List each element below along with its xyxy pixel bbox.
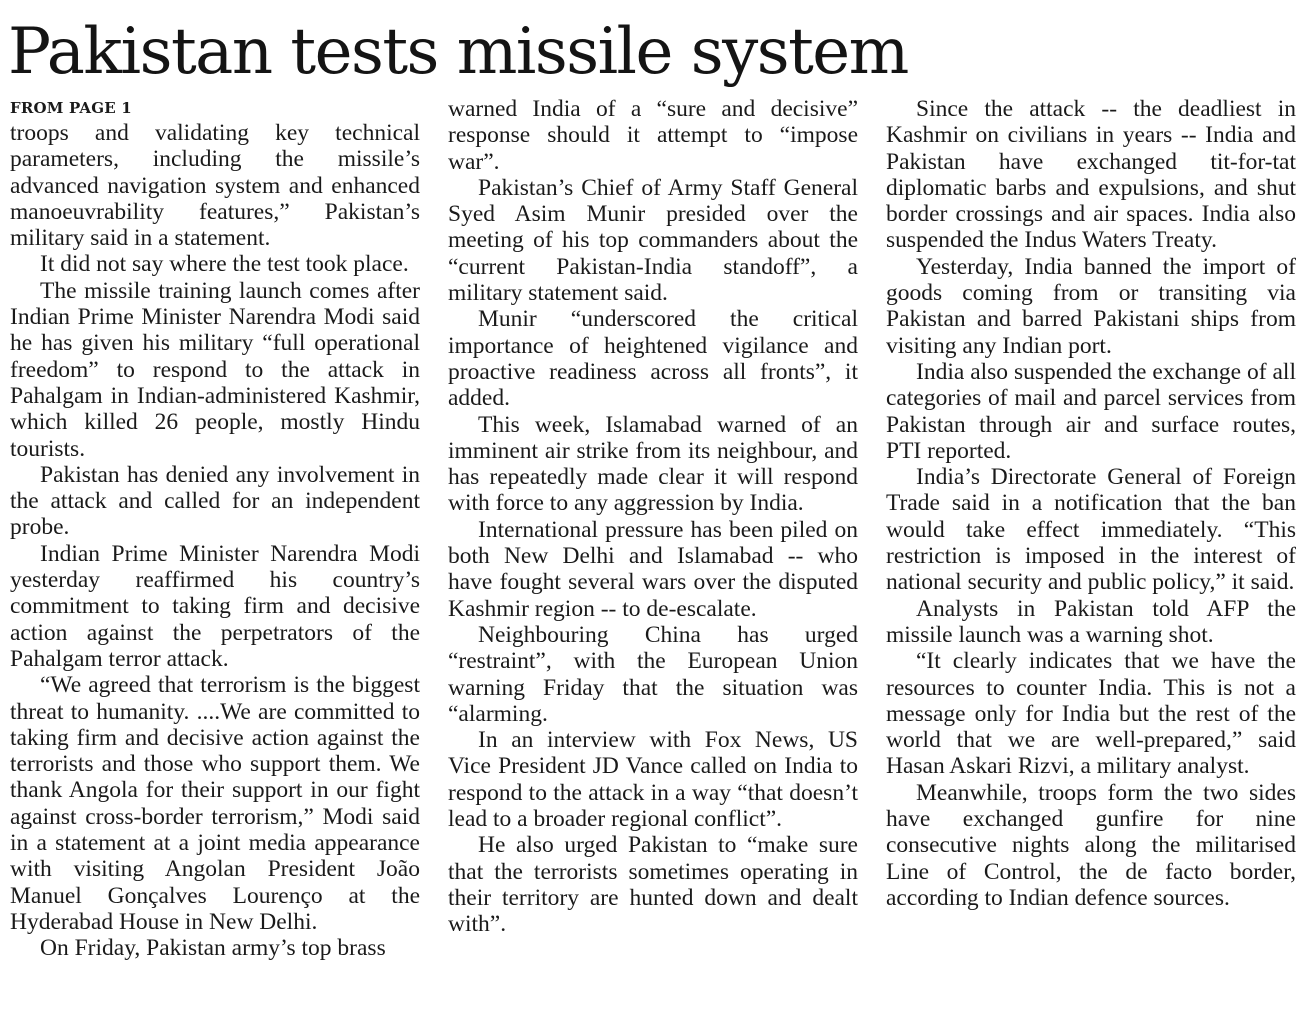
paragraph: He also urged Pakistan to “make sure that the terrorists sometimes operating in their territory are hunted down and dealt with”. xyxy=(448,832,858,938)
headline: Pakistan tests missile system xyxy=(8,15,908,89)
paragraph: Pakistan’s Chief of Army Staff General Syed Asim Munir presided over the meeting of his top commanders about the “current Pakistan-India standoff”, a military statement said. xyxy=(448,174,858,307)
paragraph: troops and validating key technical parameters, including the missile’s advanced navigation system and enhanced manoeuvrability features,” Pakistan’s military said in a statement. xyxy=(10,120,420,252)
paragraph: Munir “underscored the critical importance of heightened vigilance and proactive readiness across all fronts”, it added. xyxy=(448,306,858,412)
paragraph: On Friday, Pakistan army’s top brass xyxy=(40,935,386,962)
paragraph: Pakistan has denied any involvement in the attack and called for an independent probe. xyxy=(10,461,420,541)
paragraph: International pressure has been piled on both New Delhi and Islamabad -- who have fought several wars over the disputed Kashmir region -- to de-escalate. xyxy=(448,516,858,622)
paragraph: Since the attack -- the deadliest in Kashmir on civilians in years -- India and Pakistan have exchanged tit-for-tat diplomatic barbs and expulsions, and shut border crossings and air spaces. India also suspended the Indus Waters Treaty. xyxy=(886,96,1296,254)
paragraph: “We agreed that terrorism is the biggest threat to humanity. ....We are committed to taking firm and decisive action against the terrorists and those who support them. We thank Angola for their support in our fight against cross-border terrorism,” Modi said in a statement at a joint media appearance with visiting Angolan President João Manuel Gonçalves Lourenço at the Hyderabad House in New Delhi. xyxy=(10,672,420,935)
paragraph: warned India of a “sure and decisive” response should it attempt to “impose war”. xyxy=(448,96,858,175)
paragraph: Yesterday, India banned the import of goods coming from or transiting via Pakistan and barred Pakistani ships from visiting any Indian port. xyxy=(886,253,1296,359)
article-column-2 xyxy=(448,96,858,938)
paragraph: India’s Directorate General of Foreign Trade said in a notification that the ban would take effect immediately. “This restriction is imposed in the interest of national security and public policy,” it said. xyxy=(886,464,1296,596)
paragraph: Analysts in Pakistan told AFP the missile launch was a warning shot. xyxy=(886,595,1296,648)
continued-from-label: FROM PAGE 1 xyxy=(10,99,132,117)
paragraph: Meanwhile, troops form the two sides have exchanged gunfire for nine consecutive nights along the militarised Line of Control, the de facto border, according to Indian defence sources. xyxy=(886,779,1296,911)
paragraph: “It clearly indicates that we have the resources to counter India. This is not a message only for India but the rest of the world that we are well-prepared,” said Hasan Askari Rizvi, a military analyst. xyxy=(886,648,1296,780)
paragraph: India also suspended the exchange of all categories of mail and parcel services from Pakistan through air and surface routes, PTI reported. xyxy=(886,358,1296,464)
paragraph: In an interview with Fox News, US Vice President JD Vance called on India to respond to the attack in a way “that doesn’t lead to a broader regional conflict”. xyxy=(448,727,858,833)
paragraph: Indian Prime Minister Narendra Modi yesterday reaffirmed his country’s commitment to taking firm and decisive action against the perpetrators of the Pahalgam terror attack. xyxy=(10,540,420,672)
paragraph: The missile training launch comes after Indian Prime Minister Narendra Modi said he has given his military “full operational freedom” to respond to the attack in Pahalgam in Indian-administered Kashmir, which killed 26 people, mostly Hindu tourists. xyxy=(10,277,420,462)
paragraph: This week, Islamabad warned of an imminent air strike from its neighbour, and has repeatedly made clear it will respond with force to any aggression by India. xyxy=(448,411,858,517)
paragraph: It did not say where the test took place. xyxy=(40,251,409,278)
paragraph: Neighbouring China has urged “restraint”, with the European Union warning Friday that the situation was “alarming. xyxy=(448,621,858,727)
article-column-3 xyxy=(886,96,1296,911)
article-column-1 xyxy=(10,96,420,962)
